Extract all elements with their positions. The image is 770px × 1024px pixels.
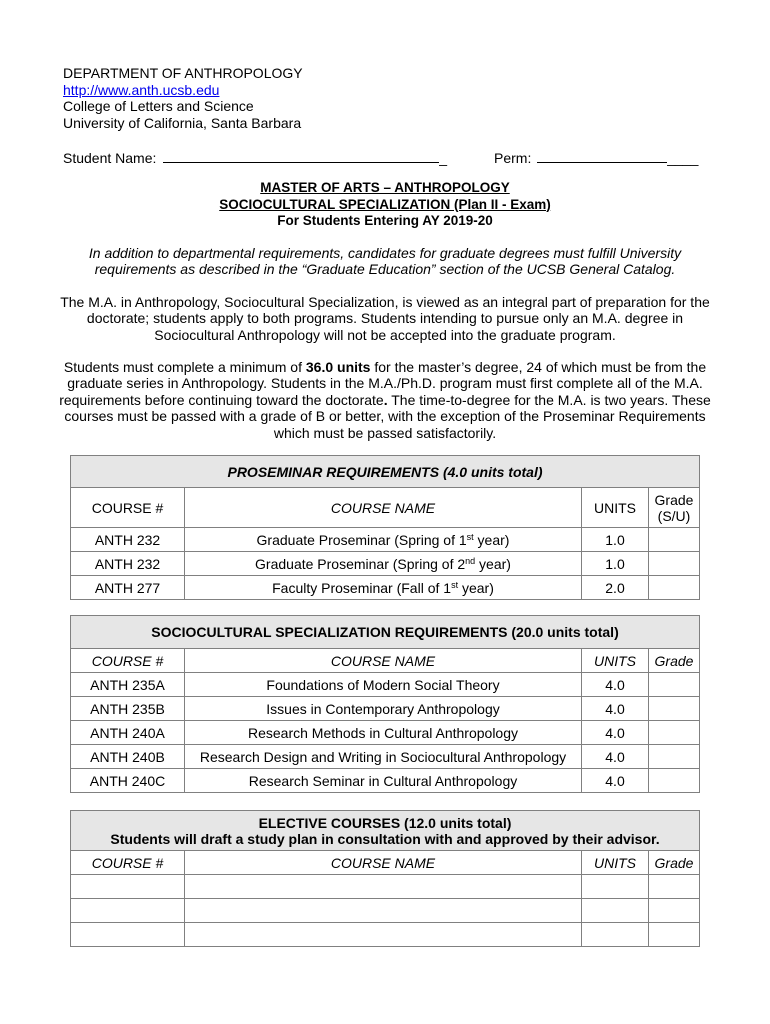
grade-cell[interactable] xyxy=(649,899,700,923)
table-row xyxy=(71,875,700,899)
department-website-link[interactable]: http://www.anth.ucsb.edu xyxy=(63,81,220,98)
course-number: ANTH 240B xyxy=(71,745,185,769)
elective-units[interactable] xyxy=(582,875,649,899)
table-row xyxy=(71,899,700,923)
grade-cell[interactable] xyxy=(649,528,700,552)
electives-table xyxy=(70,810,700,947)
course-name: Research Methods in Cultural Anthropology xyxy=(185,721,582,745)
university-name: University of California, Santa Barbara xyxy=(63,114,302,131)
department-header xyxy=(63,65,303,131)
table-header-row xyxy=(71,851,700,875)
column-header-name: COURSE NAME xyxy=(185,851,582,875)
unit-requirements-text: Students must complete a minimum of 36.0 units for the master’s degree, 24 of which must be from the graduate series in Anthropology. Students in the M.A./Ph.D. program must first complete all of the M.A. requirements before continuing toward the doctorate. The time-to-degree for the M.A. is two years. These courses must be passed with a grade of B or better, with the exception of the Proseminar Requirements which must be passed satisfactorily. xyxy=(59,359,711,441)
elective-course-number[interactable] xyxy=(71,875,185,899)
course-name: Faculty Proseminar (Fall of 1st year) xyxy=(185,576,582,600)
grade-cell[interactable] xyxy=(649,673,700,697)
grade-cell[interactable] xyxy=(649,697,700,721)
table-row xyxy=(71,697,700,721)
elective-course-number[interactable] xyxy=(71,923,185,947)
course-units: 1.0 xyxy=(582,528,649,552)
student-name-tail: _ xyxy=(439,150,448,166)
course-number: ANTH 240C xyxy=(71,769,185,793)
electives-subtitle: Students will draft a study plan in consultation with and approved by their advisor. xyxy=(110,830,660,847)
course-units: 4.0 xyxy=(582,697,649,721)
grade-cell[interactable] xyxy=(649,923,700,947)
course-name: Research Design and Writing in Sociocultural Anthropology xyxy=(185,745,582,769)
grade-cell[interactable] xyxy=(649,552,700,576)
table-row xyxy=(71,552,700,576)
college-name: College of Letters and Science xyxy=(63,98,254,114)
table-row xyxy=(71,576,700,600)
table-row xyxy=(71,528,700,552)
table-row xyxy=(71,745,700,769)
column-header-course: COURSE # xyxy=(71,649,185,673)
table-header-row xyxy=(71,488,700,528)
program-description: The M.A. in Anthropology, Sociocultural Specialization, is viewed as an integral part of preparation for the doctorate; students apply to both programs. Students intending to pursue only an M.A. degree in Sociocultural Anthropology will not be accepted into the graduate program. xyxy=(60,294,710,343)
perm-blank[interactable] xyxy=(537,148,667,163)
perm-field xyxy=(494,148,698,166)
proseminar-title: PROSEMINAR REQUIREMENTS (4.0 units total) xyxy=(71,456,700,488)
course-number: ANTH 232 xyxy=(71,528,185,552)
column-header-grade: Grade xyxy=(649,851,700,875)
course-number: ANTH 277 xyxy=(71,576,185,600)
course-units: 4.0 xyxy=(582,745,649,769)
degree-title: MASTER OF ARTS – ANTHROPOLOGY xyxy=(260,180,510,195)
student-name-label: Student Name: xyxy=(63,150,157,166)
program-titles xyxy=(0,180,770,230)
column-header-units: UNITS xyxy=(582,649,649,673)
grade-cell[interactable] xyxy=(649,769,700,793)
course-number: ANTH 232 xyxy=(71,552,185,576)
column-header-units: UNITS xyxy=(582,488,649,528)
grade-cell[interactable] xyxy=(649,721,700,745)
column-header-units: UNITS xyxy=(582,851,649,875)
student-name-blank[interactable] xyxy=(163,148,439,163)
course-name: Research Seminar in Cultural Anthropology xyxy=(185,769,582,793)
elective-units[interactable] xyxy=(582,923,649,947)
elective-units[interactable] xyxy=(582,899,649,923)
grade-cell[interactable] xyxy=(649,576,700,600)
course-units: 2.0 xyxy=(582,576,649,600)
units-highlight: 36.0 units xyxy=(305,359,371,375)
grade-cell[interactable] xyxy=(649,745,700,769)
course-units: 1.0 xyxy=(582,552,649,576)
column-header-course: COURSE # xyxy=(71,851,185,875)
proseminar-table xyxy=(70,455,700,600)
course-units: 4.0 xyxy=(582,769,649,793)
table-header-row xyxy=(71,649,700,673)
perm-tail: ____ xyxy=(667,150,699,166)
department-name: DEPARTMENT OF ANTHROPOLOGY xyxy=(63,65,303,81)
column-header-grade: Grade (S/U) xyxy=(649,488,700,528)
elective-course-name[interactable] xyxy=(185,899,582,923)
course-name: Issues in Contemporary Anthropology xyxy=(185,697,582,721)
grade-cell[interactable] xyxy=(649,875,700,899)
table-row xyxy=(71,923,700,947)
course-units: 4.0 xyxy=(582,673,649,697)
course-name: Graduate Proseminar (Spring of 1st year) xyxy=(185,528,582,552)
elective-course-name[interactable] xyxy=(185,923,582,947)
university-requirements-note: In addition to departmental requirements, candidates for graduate degrees must fulfill University requirements as described in the “Graduate Education” section of the UCSB General Catalog. xyxy=(88,245,682,278)
course-number: ANTH 240A xyxy=(71,721,185,745)
table-row xyxy=(71,721,700,745)
entering-year: For Students Entering AY 2019-20 xyxy=(277,213,493,228)
column-header-grade: Grade xyxy=(649,649,700,673)
table-row xyxy=(71,673,700,697)
specialization-table xyxy=(70,615,700,793)
course-units: 4.0 xyxy=(582,721,649,745)
perm-label: Perm: xyxy=(494,150,532,166)
course-name: Graduate Proseminar (Spring of 2nd year) xyxy=(185,552,582,576)
electives-title: ELECTIVE COURSES (12.0 units total) Students will draft a study plan in consultation with and approved by their advisor. xyxy=(71,811,700,851)
column-header-name: COURSE NAME xyxy=(185,649,582,673)
course-number: ANTH 235B xyxy=(71,697,185,721)
student-name-field xyxy=(63,148,447,166)
specialization-title: SOCIOCULTURAL SPECIALIZATION (Plan II - Exam) xyxy=(219,196,551,212)
course-number: ANTH 235A xyxy=(71,673,185,697)
column-header-name: COURSE NAME xyxy=(185,488,582,528)
elective-course-name[interactable] xyxy=(185,875,582,899)
specialization-table-title: SOCIOCULTURAL SPECIALIZATION REQUIREMENTS (20.0 units total) xyxy=(71,616,700,649)
table-row xyxy=(71,769,700,793)
course-name: Foundations of Modern Social Theory xyxy=(185,673,582,697)
elective-course-number[interactable] xyxy=(71,899,185,923)
column-header-course: COURSE # xyxy=(71,488,185,528)
